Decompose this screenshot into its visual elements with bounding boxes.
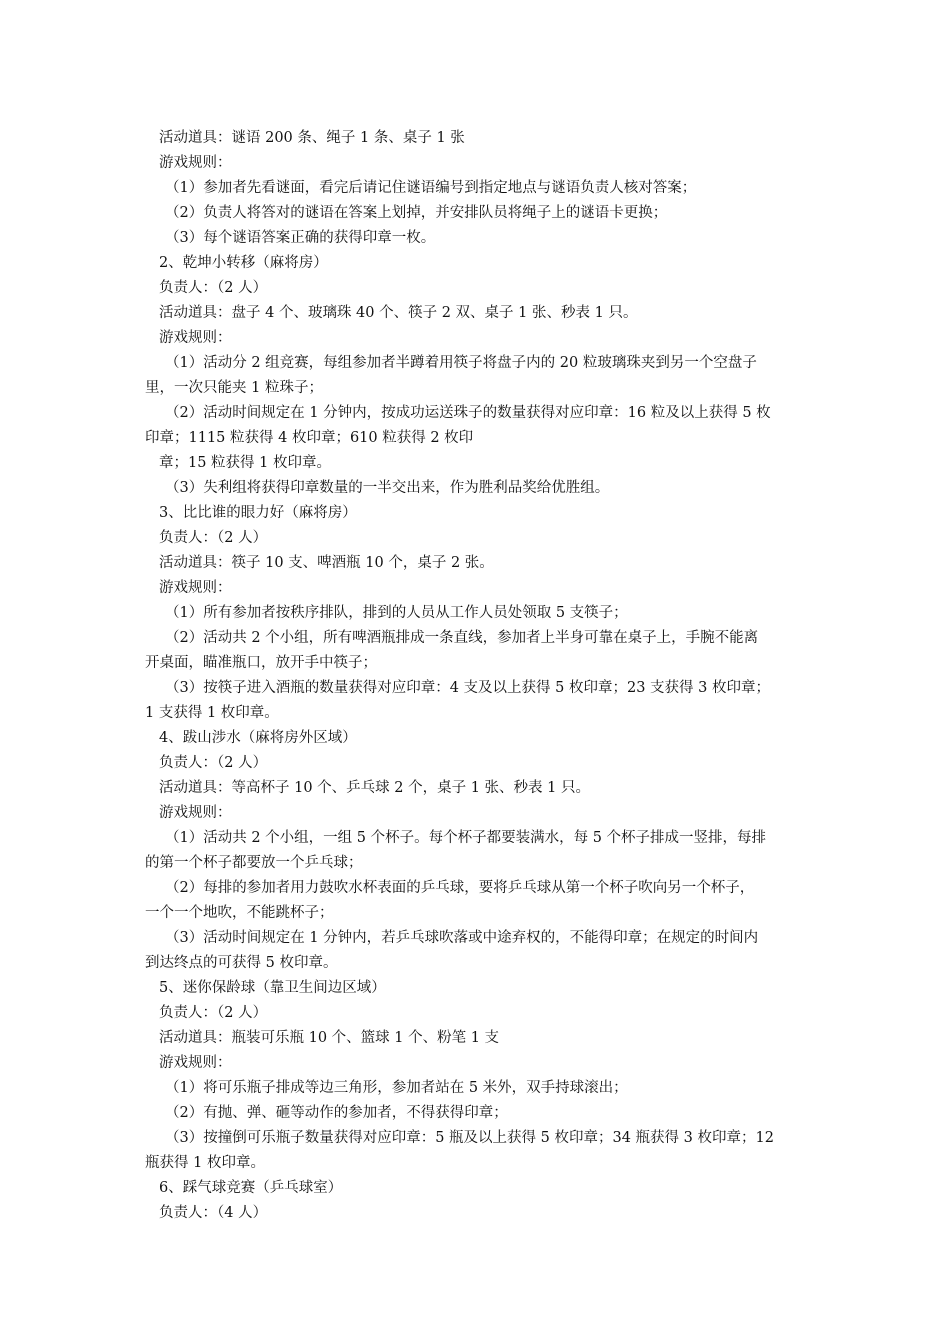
section-heading: 5、迷你保龄球（靠卫生间边区域） — [159, 980, 386, 996]
text-line: （3）活动时间规定在 1 分钟内，若乒乓球吹落或中途弃权的，不能得印章；在规定的时间内 — [165, 930, 759, 946]
text-line: 印章；1115 粒获得 4 枚印章；610 粒获得 2 枚印 — [145, 430, 474, 446]
text-line: （2）活动共 2 个小组，所有啤酒瓶排成一条直线，参加者上半身可靠在桌子上，手腕不能离 — [165, 630, 759, 646]
text-line: 活动道具：等高杯子 10 个、乒乓球 2 个，桌子 1 张、秒表 1 只。 — [159, 780, 590, 796]
text-line: 章；15 粒获得 1 枚印章。 — [159, 455, 332, 471]
text-line: （2）负责人将答对的谜语在答案上划掉，并安排队员将绳子上的谜语卡更换； — [165, 205, 668, 221]
text-line: （1）所有参加者按秩序排队，排到的人员从工作人员处领取 5 支筷子； — [165, 605, 628, 621]
text-line: 负责人：（4 人） — [159, 1205, 268, 1221]
text-line: 的第一个杯子都要放一个乒乓球； — [145, 855, 363, 871]
text-line: 瓶获得 1 枚印章。 — [145, 1155, 265, 1171]
text-line: （3）按撞倒可乐瓶子数量获得对应印章：5 瓶及以上获得 5 枚印章；34 瓶获得 3 枚印章；12 — [165, 1130, 774, 1146]
text-line: 1 支获得 1 枚印章。 — [145, 705, 279, 721]
text-line: 到达终点的可获得 5 枚印章。 — [145, 955, 338, 971]
text-line: （2）活动时间规定在 1 分钟内，按成功运送珠子的数量获得对应印章：16 粒及以上获得 5 枚 — [165, 405, 771, 421]
text-line: （1）参加者先看谜面，看完后请记住谜语编号到指定地点与谜语负责人核对答案； — [165, 180, 697, 196]
text-line: 开桌面，瞄准瓶口，放开手中筷子； — [145, 655, 377, 671]
text-line: （3）按筷子进入酒瓶的数量获得对应印章：4 支及以上获得 5 枚印章；23 支获得 3 枚印章； — [165, 680, 771, 696]
text-line: 游戏规则： — [159, 805, 232, 821]
section-heading: 4、跋山涉水（麻将房外区域） — [159, 730, 357, 746]
text-line: （3）失利组将获得印章数量的一半交出来，作为胜利品奖给优胜组。 — [165, 480, 610, 496]
text-line: 游戏规则： — [159, 155, 232, 171]
text-line: 负责人：（2 人） — [159, 280, 268, 296]
text-line: 活动道具：筷子 10 支、啤酒瓶 10 个，桌子 2 张。 — [159, 555, 494, 571]
text-line: 负责人：（2 人） — [159, 1005, 268, 1021]
text-line: 游戏规则： — [159, 580, 232, 596]
text-line: 负责人：（2 人） — [159, 755, 268, 771]
text-line: 游戏规则： — [159, 1055, 232, 1071]
section-heading: 6、踩气球竞赛（乒乓球室） — [159, 1180, 343, 1196]
section-heading: 3、比比谁的眼力好（麻将房） — [159, 505, 357, 521]
text-line: （1）活动共 2 个小组，一组 5 个杯子。每个杯子都要装满水，每 5 个杯子排成一竖排，每排 — [165, 830, 767, 846]
document-body — [145, 126, 810, 1226]
text-line: 里，一次只能夹 1 粒珠子； — [145, 380, 323, 396]
text-line: （2）每排的参加者用力鼓吹水杯表面的乒乓球，要将乒乓球从第一个杯子吹向另一个杯子， — [165, 880, 755, 896]
text-line: 活动道具：瓶装可乐瓶 10 个、篮球 1 个、粉笔 1 支 — [159, 1030, 500, 1046]
text-line: （3）每个谜语答案正确的获得印章一枚。 — [165, 230, 436, 246]
text-line: （1）将可乐瓶子排成等边三角形，参加者站在 5 米外，双手持球滚出； — [165, 1080, 628, 1096]
text-line: 游戏规则： — [159, 330, 232, 346]
text-line: 活动道具：谜语 200 条、绳子 1 条、桌子 1 张 — [159, 130, 465, 146]
section-heading: 2、乾坤小转移（麻将房） — [159, 255, 328, 271]
text-line: 负责人：（2 人） — [159, 530, 268, 546]
text-line: 一个一个地吹，不能跳杯子； — [145, 905, 334, 921]
text-line: 活动道具：盘子 4 个、玻璃珠 40 个、筷子 2 双、桌子 1 张、秒表 1 只。 — [159, 305, 638, 321]
text-line: （1）活动分 2 组竞赛，每组参加者半蹲着用筷子将盘子内的 20 粒玻璃珠夹到另一个空盘子 — [165, 355, 757, 371]
text-line: （2）有抛、弹、砸等动作的参加者，不得获得印章； — [165, 1105, 508, 1121]
